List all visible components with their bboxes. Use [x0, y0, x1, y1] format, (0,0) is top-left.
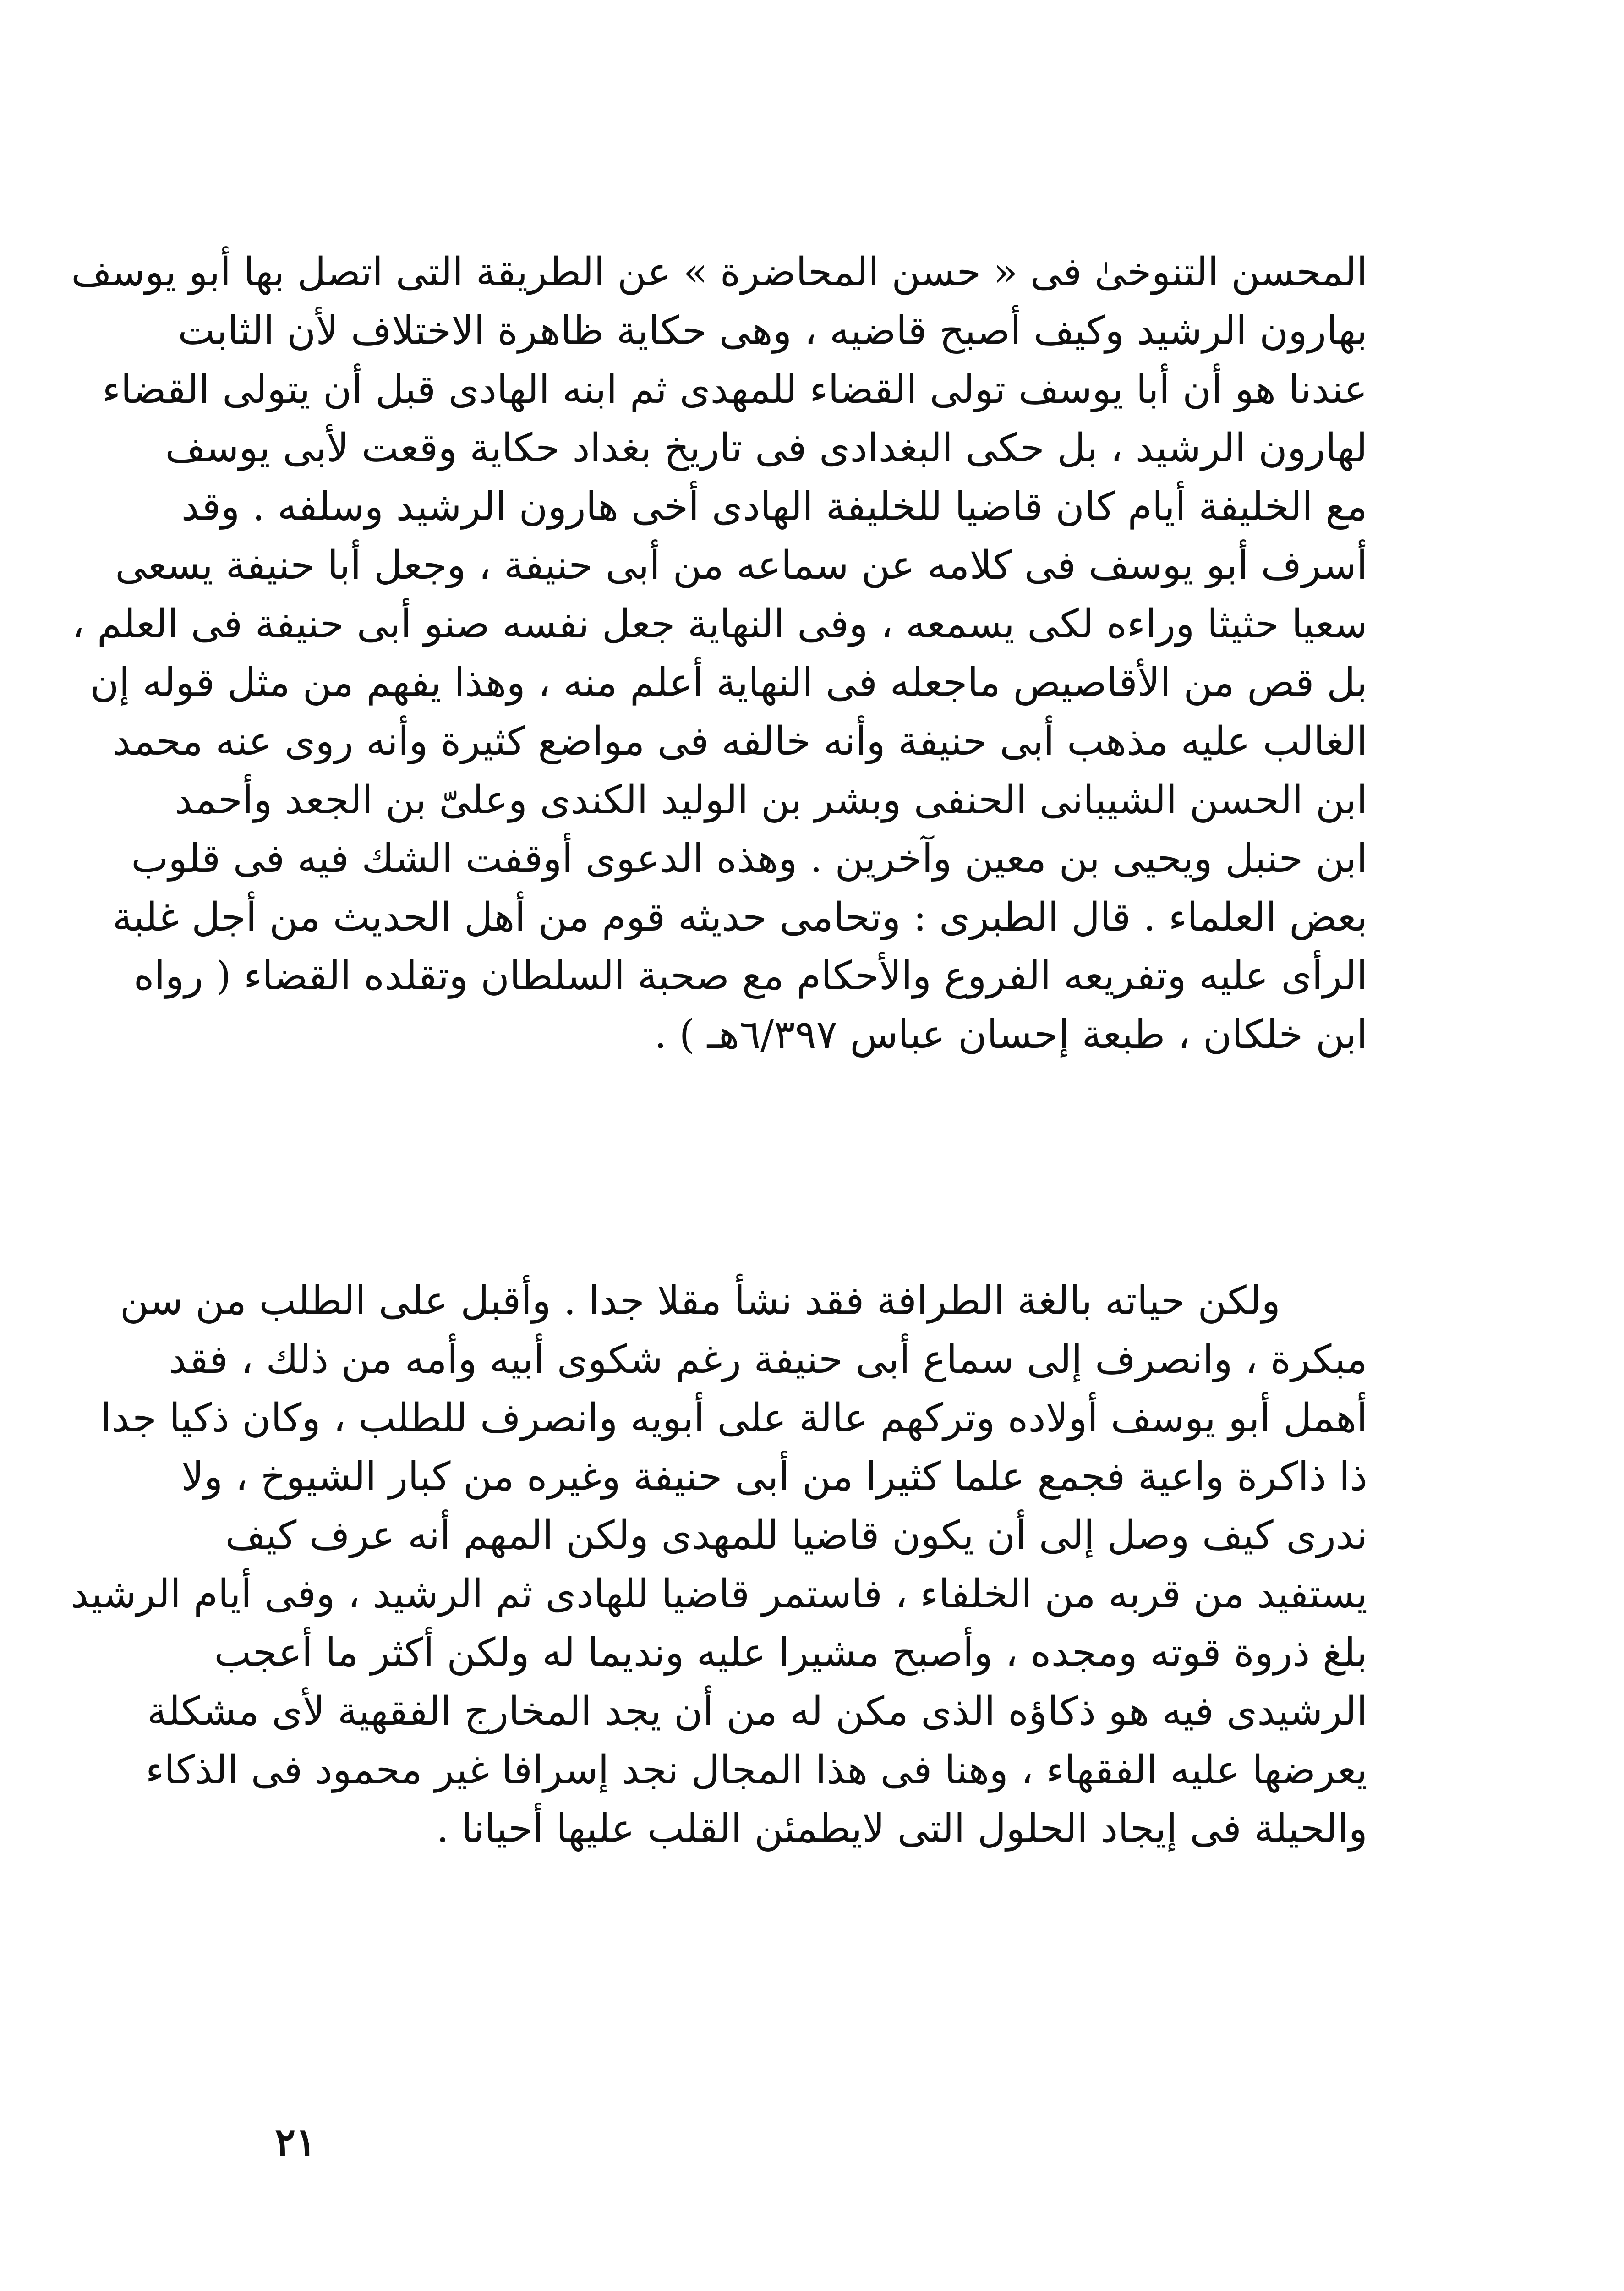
text-line: والحيلة فى إيجاد الحلول التى لايطمئن القلب عليها أحيانا .: [436, 1806, 1367, 1852]
text-line: الرشيدى فيه هو ذكاؤه الذى مكن له من أن يجد المخارج الفقهية لأى مشكلة: [147, 1688, 1367, 1734]
text-line: مع الخليفة أيام كان قاضيا للخليفة الهادى أخى هارون الرشيد وسلفه . وقد: [181, 484, 1367, 530]
text-line: بعض العلماء . قال الطبرى : وتحامى حديثه قوم من أهل الحديث من أجل غلبة: [112, 894, 1367, 940]
text-line: بهارون الرشيد وكيف أصبح قاضيه ، وهى حكاية ظاهرة الاختلاف لأن الثابت: [178, 308, 1367, 354]
text-line: يستفيد من قربه من الخلفاء ، فاستمر قاضيا للهادى ثم الرشيد ، وفى أيام الرشيد: [71, 1571, 1367, 1617]
text-line: أهمل أبو يوسف أولاده وتركهم عالة على أبويه وانصرف للطلب ، وكان ذكيا جدا: [100, 1395, 1367, 1441]
text-line: ندرى كيف وصل إلى أن يكون قاضيا للمهدى ولكن المهم أنه عرف كيف: [225, 1513, 1367, 1558]
text-line: أسرف أبو يوسف فى كلامه عن سماعه من أبى حنيفة ، وجعل أبا حنيفة يسعى: [115, 543, 1367, 588]
page-number: ٢١: [275, 2119, 317, 2165]
text-line: مبكرة ، وانصرف إلى سماع أبى حنيفة رغم شكوى أبيه وأمه من ذلك ، فقد: [169, 1337, 1367, 1382]
text-line: بلغ ذروة قوته ومجده ، وأصبح مشيرا عليه ونديما له ولكن أكثر ما أعجب: [214, 1630, 1367, 1676]
text-line: ابن خلكان ، طبعة إحسان عباس ٦/٣٩٧هـ ) .: [654, 1012, 1367, 1058]
text-line: ذا ذاكرة واعية فجمع علما كثيرا من أبى حنيفة وغيره من كبار الشيوخ ، ولا: [181, 1454, 1367, 1500]
text-line: سعيا حثيثا وراءه لكى يسمعه ، وفى النهاية جعل نفسه صنو أبى حنيفة فى العلم ،: [71, 601, 1367, 647]
text-line: الرأى عليه وتفريعه الفروع والأحكام مع صحبة السلطان وتقلده القضاء ( رواه: [133, 953, 1367, 999]
text-line: بل قص من الأقاصيص ماجعله فى النهاية أعلم منه ، وهذا يفهم من مثل قوله إن: [90, 660, 1367, 706]
text-line: لهارون الرشيد ، بل حكى البغدادى فى تاريخ بغداد حكاية وقعت لأبى يوسف: [165, 425, 1367, 471]
text-line: الغالب عليه مذهب أبى حنيفة وأنه خالفه فى مواضع كثيرة وأنه روى عنه محمد: [113, 718, 1367, 764]
text-line: ابن الحسن الشيبانى الحنفى وبشر بن الوليد الكندى وعلىّ بن الجعد وأحمد: [174, 777, 1367, 823]
text-line: ابن حنبل ويحيى بن معين وآخرين . وهذه الدعوى أوقفت الشك فيه فى قلوب: [131, 836, 1367, 882]
text-line: عندنا هو أن أبا يوسف تولى القضاء للمهدى ثم ابنه الهادى قبل أن يتولى القضاء: [102, 367, 1367, 412]
text-line: يعرضها عليه الفقهاء ، وهنا فى هذا المجال نجد إسرافا غير محمود فى الذكاء: [145, 1747, 1367, 1793]
text-line: المحسن التنوخىٰ فى « حسن المحاضرة » عن الطريقة التى اتصل بها أبو يوسف: [71, 249, 1367, 295]
text-line: ولكن حياته بالغة الطرافة فقد نشأ مقلا جدا . وأقبل على الطلب من سن: [120, 1278, 1280, 1324]
